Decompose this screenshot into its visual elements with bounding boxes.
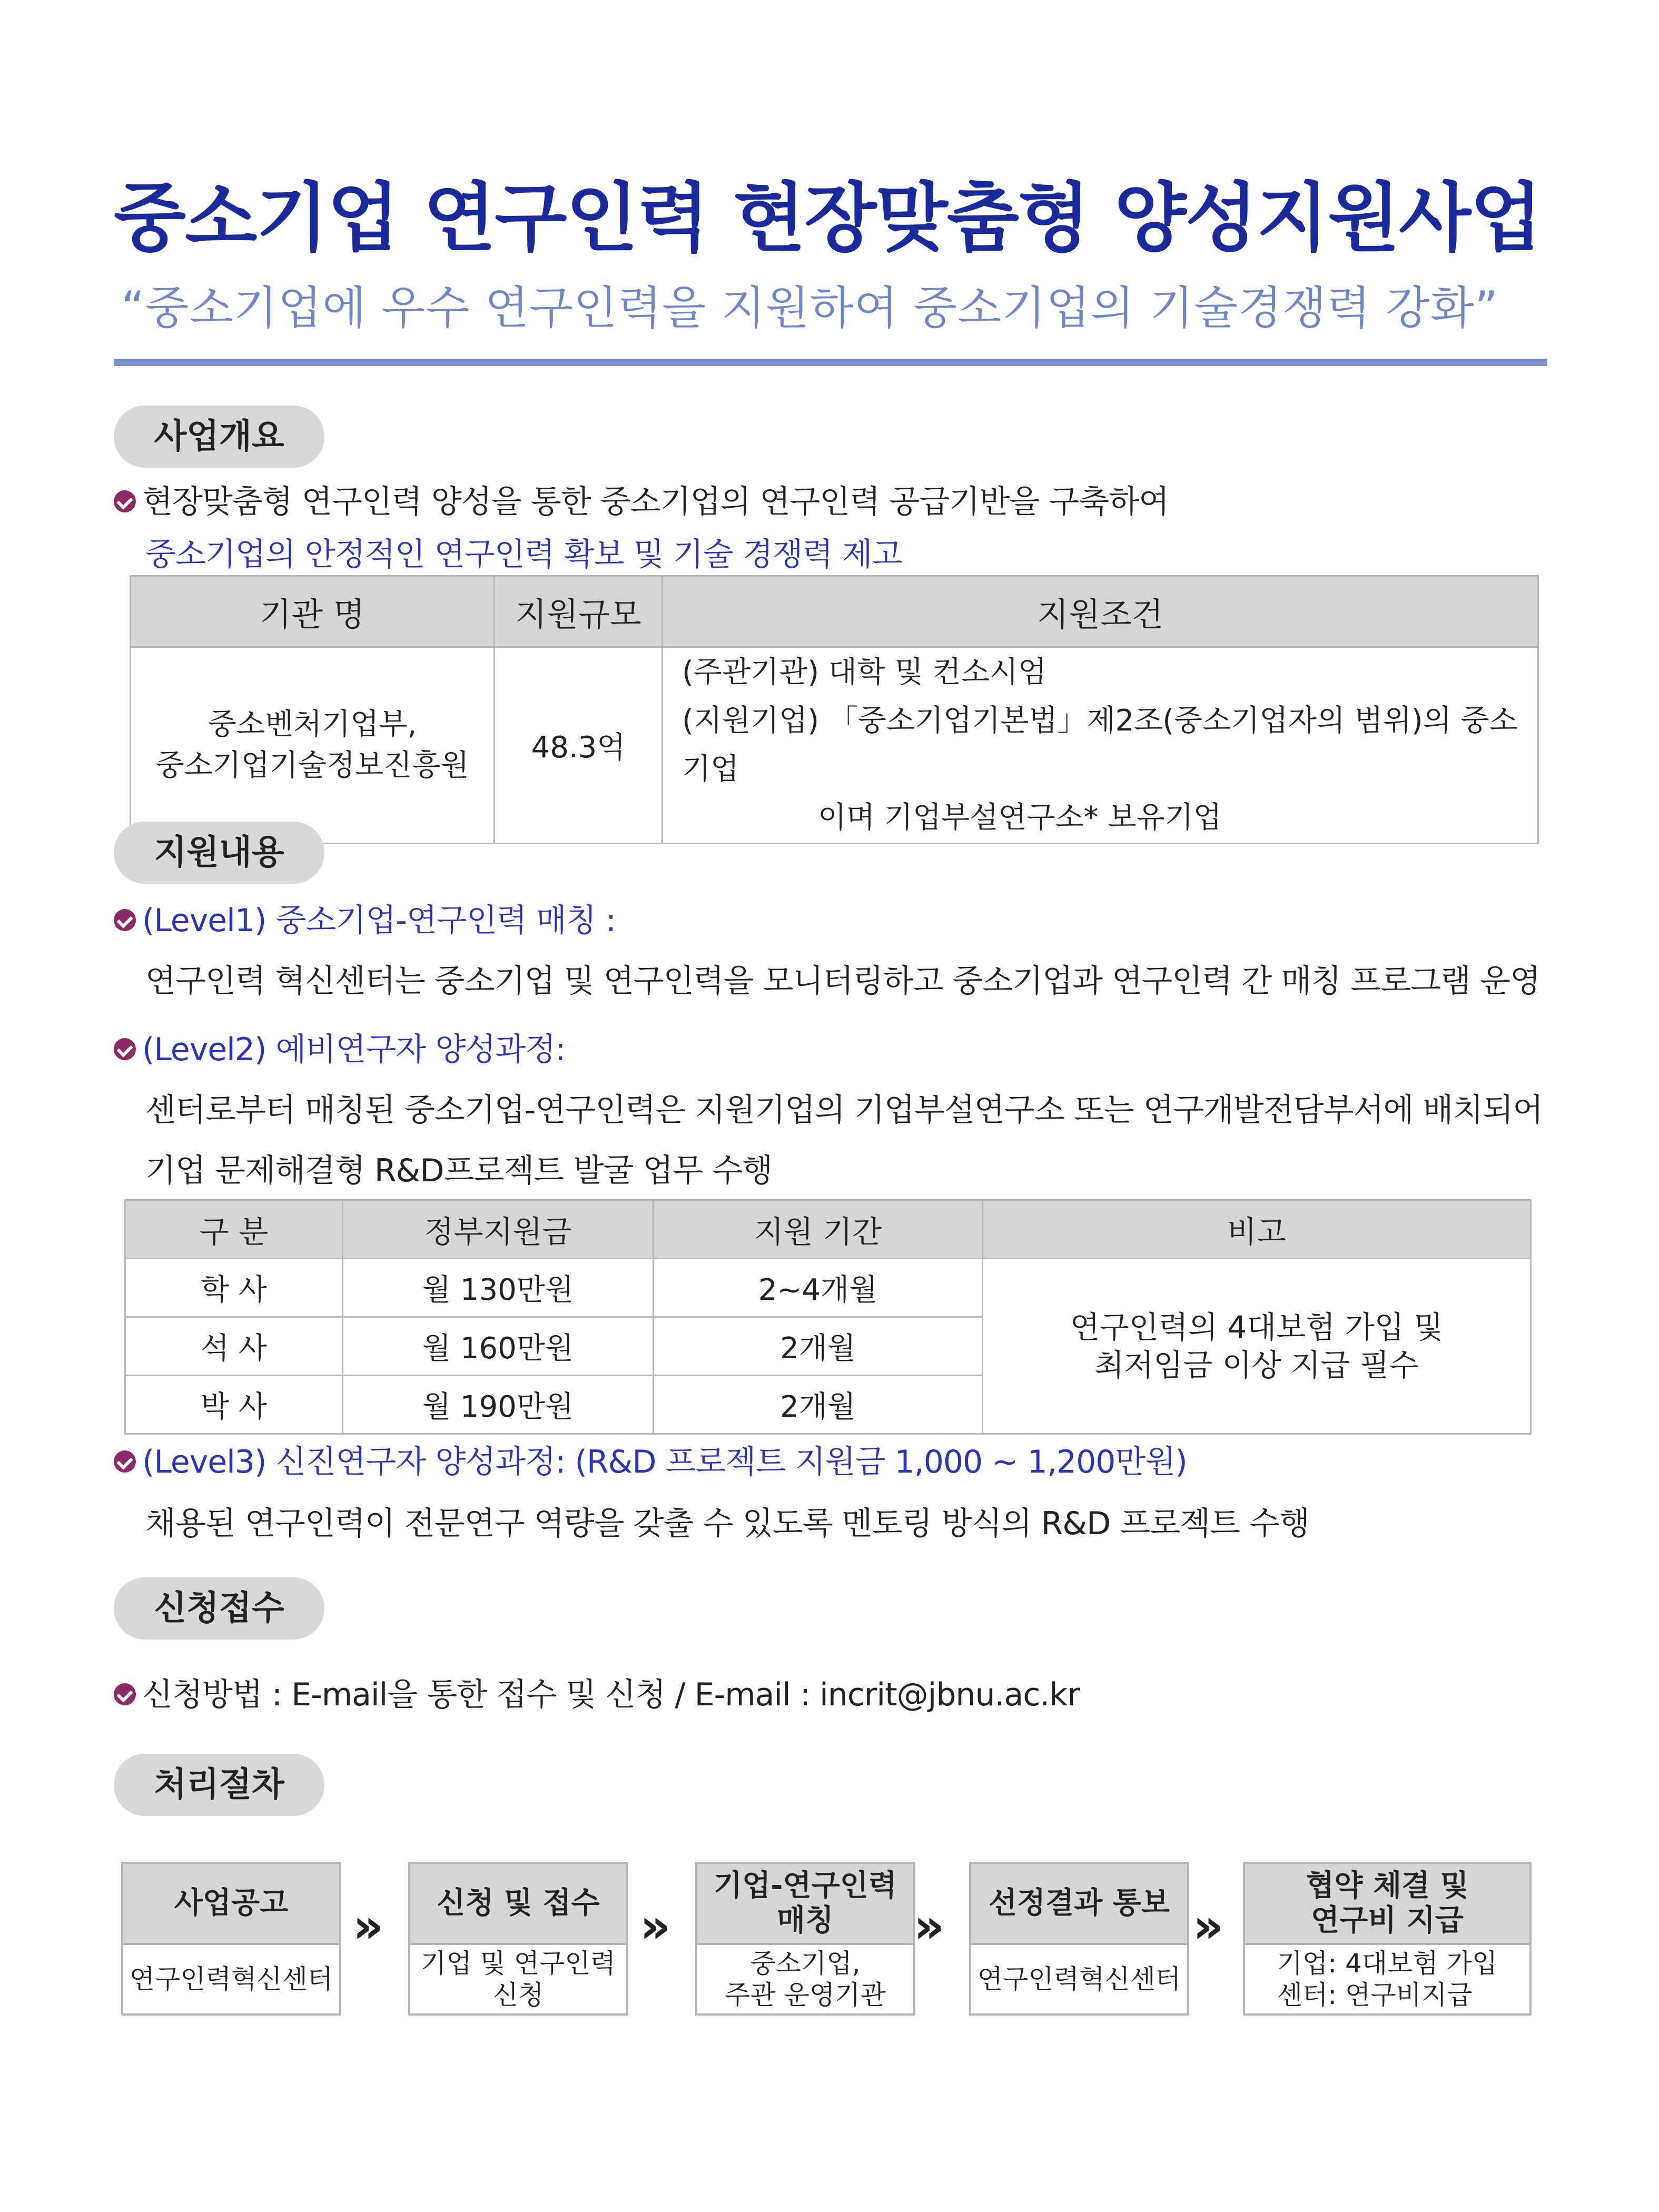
process-step-3 <box>695 1862 915 2016</box>
page-subtitle: “중소기업에 우수 연구인력을 지원하여 중소기업의 기술경쟁력 강화” <box>121 282 1499 334</box>
amount-cell: 월 130만원 <box>343 1259 654 1317</box>
amount-cell: 월 190만원 <box>343 1376 654 1434</box>
process-step-1 <box>121 1862 341 2016</box>
note-cell: 연구인력의 4대보험 가입 및 최저임금 이상 지급 필수 <box>983 1259 1531 1434</box>
process-step-4 <box>969 1862 1189 2016</box>
level3-desc: 채용된 연구인력이 전문연구 역량을 갖출 수 있도록 멘토링 방식의 R&D 프로젝트 수행 <box>145 1505 1310 1542</box>
level2-desc-1: 센터로부터 매칭된 중소기업-연구인력은 지원기업의 기업부설연구소 또는 연구개발전담부서에 배치되어 <box>145 1092 1543 1129</box>
period-cell: 2개월 <box>654 1317 983 1376</box>
check-icon <box>114 909 136 931</box>
table-header: 지원 기간 <box>654 1200 983 1259</box>
arrow-icon: » <box>640 1899 671 1954</box>
arrow-icon: » <box>1193 1899 1224 1954</box>
step-body: 연구인력혁신센터 <box>123 1943 339 2013</box>
check-icon <box>114 1450 136 1473</box>
step-title: 사업공고 <box>123 1864 339 1943</box>
apply-method: 신청방법 : E-mail을 통한 접수 및 신청 / E-mail : incrit@jbnu.ac.kr <box>114 1670 1080 1715</box>
level2-desc-2: 기업 문제해결형 R&D프로젝트 발굴 업무 수행 <box>145 1152 773 1189</box>
table-header: 지원조건 <box>663 576 1538 647</box>
table-header-row <box>125 1200 1531 1259</box>
table-header-row <box>131 576 1538 647</box>
step-title: 신청 및 접수 <box>410 1864 626 1943</box>
step-body: 중소기업, 주관 운영기관 <box>697 1943 913 2013</box>
arrow-icon: » <box>914 1899 945 1954</box>
check-icon <box>114 1038 136 1060</box>
check-icon <box>114 1683 136 1705</box>
degree-cell: 박 사 <box>125 1376 343 1434</box>
process-step-2 <box>408 1862 628 2016</box>
arrow-icon: » <box>353 1899 384 1954</box>
level1-desc: 연구인력 혁신센터는 중소기업 및 연구인력을 모니터링하고 중소기업과 연구인력 간 매칭 프로그램 운영 <box>145 963 1540 1000</box>
period-cell: 2개월 <box>654 1376 983 1434</box>
degree-cell: 석 사 <box>125 1317 343 1376</box>
scale-cell: 48.3억 <box>495 647 663 844</box>
level1-title: (Level1) 중소기업-연구인력 매칭 : <box>114 895 616 941</box>
table-header: 지원규모 <box>495 576 663 647</box>
condition-cell: (주관기관) 대학 및 컨소시엄 (지원기업) 「중소기업기본법」제2조(중소기업자의 범위)의 중소기업 이며 기업부설연구소* 보유기업 <box>663 647 1538 844</box>
step-body: 기업: 4대보험 가입 센터: 연구비지급 <box>1245 1943 1529 2013</box>
page-title: 중소기업 연구인력 현장맞춤형 양성지원사업 <box>114 175 1542 262</box>
section-heading-process: 처리절차 <box>114 1754 324 1816</box>
period-cell: 2~4개월 <box>654 1259 983 1317</box>
table-header: 비고 <box>983 1200 1531 1259</box>
support-table <box>124 1199 1532 1435</box>
step-title: 기업-연구인력 매칭 <box>697 1864 913 1943</box>
overview-table <box>130 575 1539 844</box>
degree-cell: 학 사 <box>125 1259 343 1317</box>
step-body: 기업 및 연구인력 신청 <box>410 1943 626 2013</box>
table-header: 기관 명 <box>131 576 495 647</box>
table-header: 구 분 <box>125 1200 343 1259</box>
table-header: 정부지원금 <box>343 1200 654 1259</box>
section-heading-apply: 신청접수 <box>114 1577 324 1640</box>
title-divider <box>114 359 1547 366</box>
level2-title: (Level2) 예비연구자 양성과정: <box>114 1024 565 1070</box>
overview-line-2: 중소기업의 안정적인 연구인력 확보 및 기술 경쟁력 제고 <box>145 536 902 573</box>
check-icon <box>114 490 136 512</box>
step-title: 선정결과 통보 <box>971 1864 1187 1943</box>
step-title: 협약 체결 및 연구비 지급 <box>1245 1864 1529 1943</box>
step-body: 연구인력혁신센터 <box>971 1943 1187 2013</box>
amount-cell: 월 160만원 <box>343 1317 654 1376</box>
section-heading-content: 지원내용 <box>114 822 324 884</box>
org-cell: 중소벤처기업부, 중소기업기술정보진흥원 <box>131 647 495 844</box>
level3-title: (Level3) 신진연구자 양성과정: (R&D 프로젝트 지원금 1,000 ~ 1,200만원) <box>114 1437 1187 1482</box>
overview-line-1: 현장맞춤형 연구인력 양성을 통한 중소기업의 연구인력 공급기반을 구축하여 <box>114 477 1169 522</box>
table-row <box>125 1259 1531 1317</box>
section-heading-overview: 사업개요 <box>114 406 324 468</box>
table-row <box>131 647 1538 844</box>
process-step-5 <box>1243 1862 1532 2016</box>
